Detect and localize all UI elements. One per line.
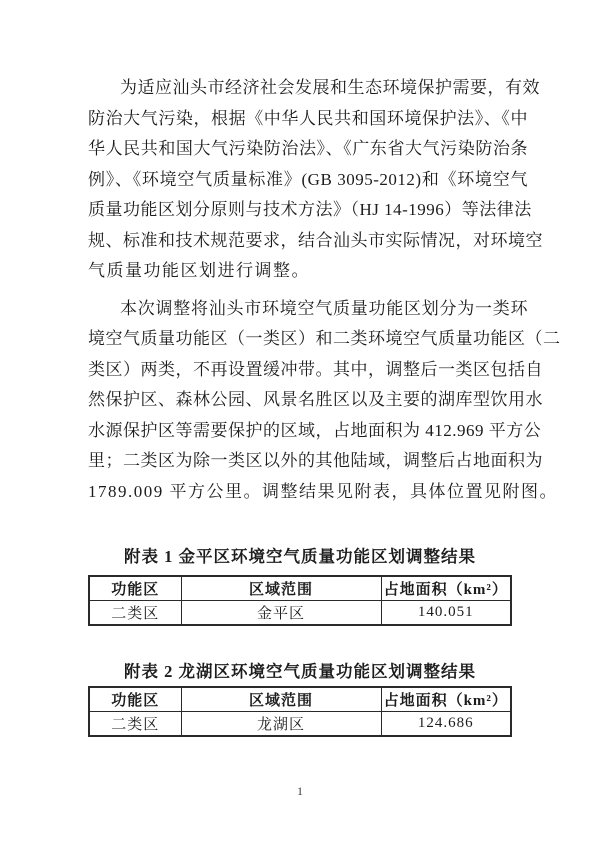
text-line: 1789.009 平方公里。调整结果见附表，具体位置见附图。	[88, 481, 558, 501]
text-line: 华人民共和国大气污染防治法》、《广东省大气污染防治条	[88, 139, 528, 158]
text-line: 里；二类区为除一类区以外的其他陆域，调整后占地面积为	[88, 451, 543, 470]
cell-zone-type: 二类区	[89, 712, 181, 737]
cell-land-area: 140.051	[381, 601, 511, 626]
table-row	[89, 601, 511, 626]
page-number: 1	[297, 784, 303, 798]
header-land-area: 占地面积（km²）	[381, 687, 511, 712]
body-text	[88, 73, 561, 507]
text-line: 水源保护区等需要保护的区域，占地面积为 412.969 平方公	[88, 420, 542, 440]
table-header-row	[89, 687, 511, 712]
text-line: 本次调整将汕头市环境空气质量功能区划分为一类环	[120, 298, 528, 318]
cell-land-area: 124.686	[381, 712, 511, 737]
text-line: 境空气质量功能区（一类区）和二类环境空气质量功能区（二	[88, 329, 561, 348]
table-row	[89, 712, 511, 737]
header-zone-type: 功能区	[89, 687, 181, 712]
text-line: 气质量功能区划进行调整。	[88, 261, 310, 280]
text-line: 例》、《环境空气质量标准》(GB 3095-2012)和《环境空气	[88, 169, 528, 189]
table-2-caption: 附表 2 龙湖区环境空气质量功能区划调整结果	[124, 662, 476, 681]
header-region-scope: 区域范围	[181, 576, 381, 601]
header-region-scope: 区域范围	[181, 687, 381, 712]
text-line: 类区）两类，不再设置缓冲带。其中，调整后一类区包括自	[88, 359, 543, 379]
cell-region-scope: 龙湖区	[181, 712, 381, 737]
paragraph-intro	[88, 73, 543, 287]
text-line: 质量功能区划分原则与技术方法》（HJ 14-1996）等法律法	[88, 200, 532, 219]
table-1-jinping	[88, 575, 512, 626]
text-line: 防治大气污染，根据《中华人民共和国环境保护法》、《中	[88, 108, 528, 128]
paragraph-adjustment	[88, 294, 561, 508]
header-land-area: 占地面积（km²）	[381, 576, 511, 601]
table-1-caption: 附表 1 金平区环境空气质量功能区划调整结果	[124, 547, 476, 566]
text-line: 规、标准和技术规范要求，结合汕头市实际情况，对环境空	[88, 230, 543, 250]
cell-zone-type: 二类区	[89, 601, 181, 626]
text-line: 然保护区、森林公园、风景名胜区以及主要的湖库型饮用水	[88, 390, 543, 409]
header-zone-type: 功能区	[89, 576, 181, 601]
text-line: 为适应汕头市经济社会发展和生态环境保护需要，有效	[120, 78, 540, 97]
table-2-longhu	[88, 686, 512, 737]
cell-region-scope: 金平区	[181, 601, 381, 626]
table-header-row	[89, 576, 511, 601]
